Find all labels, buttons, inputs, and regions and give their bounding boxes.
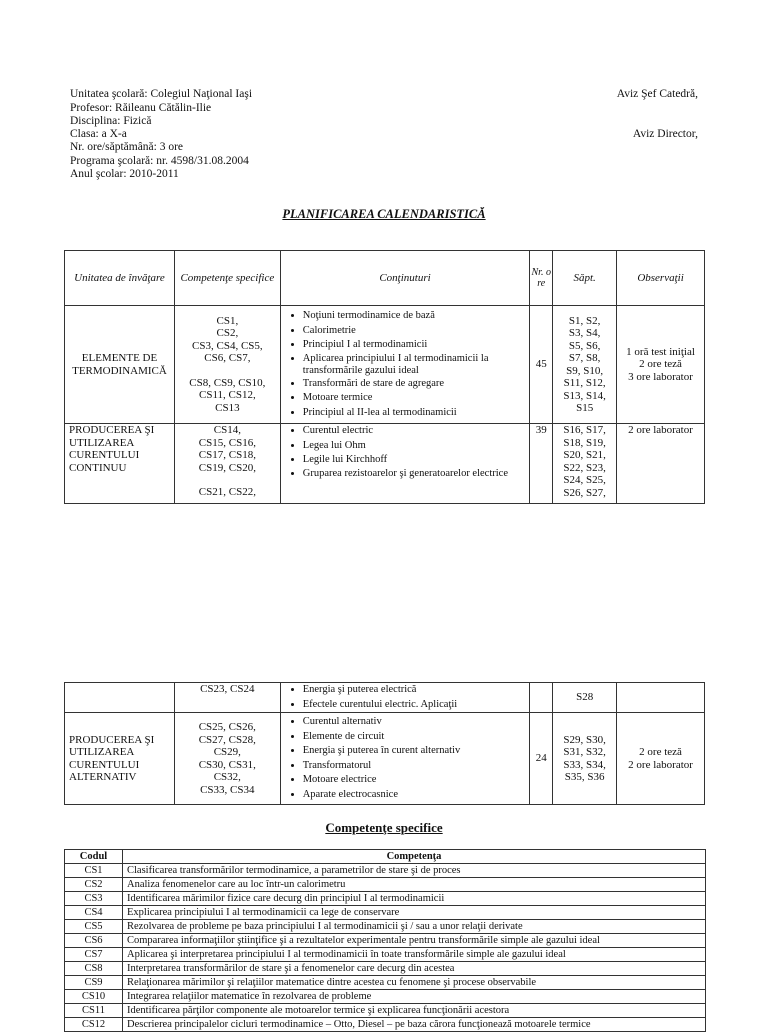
- list-item: • Gruparea rezistoarelor şi generatoarelor electrice: [303, 468, 529, 480]
- table-row: [65, 1018, 706, 1032]
- comp-line: CS33, CS34: [200, 783, 255, 796]
- competenta-code: CS6: [65, 934, 123, 948]
- list-item: • Legile lui Kirchhoff: [303, 453, 529, 468]
- competenta-code: CS1: [65, 864, 123, 878]
- competenta-code: CS11: [65, 1004, 123, 1018]
- page-title: PLANIFICAREA CALENDARISTICĂ: [282, 207, 486, 221]
- table-row: [65, 920, 706, 934]
- sapt-line: S33, S34,: [563, 758, 606, 771]
- sapt-line: S1, S2,: [568, 314, 601, 327]
- table-row: [65, 306, 705, 424]
- competenta-code: CS7: [65, 948, 123, 962]
- school-unit: Unitatea şcolară: Colegiul Naţional Iaşi: [70, 88, 253, 100]
- competente-table: [64, 849, 706, 1032]
- obs-line: 2 ore teză: [639, 746, 682, 758]
- competenta-code: CS3: [65, 892, 123, 906]
- list-item: • Motoare electrice: [303, 773, 530, 788]
- list-item: • Calorimetrie: [303, 324, 529, 339]
- sapt-line: S26, S27,: [563, 486, 606, 499]
- sapt-line: S20, S21,: [563, 449, 606, 461]
- plan-table-1: [64, 250, 705, 504]
- header-unitatea: Unitatea de învăţare: [65, 251, 175, 306]
- sapt-line: S7, S8,: [568, 352, 601, 364]
- competenta-desc: Descrierea principalelor cicluri termodinamice – Otto, Diesel – pe baza cărora funcţionează motoarele termice: [123, 1018, 706, 1032]
- comp-line: CS29,: [213, 746, 241, 758]
- curriculum: Programa şcolară: nr. 4598/31.08.2004: [70, 155, 249, 167]
- competenta-desc: Rezolvarea de probleme pe baza principiului I al termodinamicii şi / sau a unor relaţii derivate: [123, 920, 706, 934]
- list-item: • Legea lui Ohm: [303, 439, 529, 454]
- obs-line: 3 ore laborator: [628, 370, 693, 383]
- header-sapt: Săpt.: [553, 251, 617, 306]
- sapt-line: S13, S14,: [563, 389, 606, 402]
- comp-line: CS1,: [216, 314, 239, 327]
- table-row: [65, 1004, 706, 1018]
- observatii-cell: [617, 306, 705, 424]
- comp-line: CS13: [215, 401, 240, 414]
- competenta-desc: Relaţionarea mărimilor şi relaţiilor matematice dintre acestea cu fenomene şi procese observabile: [123, 976, 706, 990]
- obs-line: 2 ore teză: [639, 358, 682, 371]
- sapt-line: S29, S30,: [563, 733, 606, 746]
- hours-per-week: Nr. ore/săptămână: 3 ore: [70, 141, 184, 153]
- sapt-line: S18, S19,: [563, 436, 606, 449]
- comp-line: CS11, CS12,: [198, 389, 256, 402]
- competenta-code: CS10: [65, 990, 123, 1004]
- comp-line: CS2,: [216, 327, 239, 340]
- competenta-desc: Identificarea mărimilor fizice care decurg din principiul I al termodinamicii: [123, 892, 706, 906]
- continuturi-cell: [280, 306, 529, 424]
- header-competente: Competenţe specifice: [174, 251, 280, 306]
- table-row: [65, 713, 705, 805]
- competenta-desc: Analiza fenomenelor care au loc într-un calorimetru: [123, 878, 706, 892]
- table-row: [65, 878, 706, 892]
- comp-line: CS25, CS26,: [198, 721, 256, 733]
- list-item: • Curentul electric: [303, 424, 529, 439]
- observatii-cell: [617, 683, 705, 713]
- list-item: • Energia şi puterea în curent alternativ: [303, 744, 530, 759]
- competenta-desc: Identificarea părţilor componente ale motoarelor termice şi explicarea funcţionării acestora: [123, 1004, 706, 1018]
- comp-line: CS17, CS18,: [198, 449, 256, 461]
- list-item: • Elemente de circuit: [303, 730, 530, 745]
- table-row: [65, 864, 706, 878]
- competenta-desc: Compararea informaţiilor ştiinţifice şi a rezultatelor experimentale pentru transformările simple ale gazului ideal: [123, 934, 706, 948]
- competenta-desc: Clasificarea transformărilor termodinamice, a parametrilor de stare şi de proces: [123, 864, 706, 878]
- comp-line: CS21, CS22,: [198, 486, 256, 498]
- sapt-line: S3, S4,: [568, 327, 601, 339]
- table-row: [65, 906, 706, 920]
- sapt-cell: [553, 713, 617, 805]
- col-desc: Competenţa: [123, 850, 706, 864]
- sapt-line: S31, S32,: [563, 746, 606, 758]
- competenta-code: CS4: [65, 906, 123, 920]
- sapt-line: S24, S25,: [563, 474, 606, 486]
- school-year: Anul şcolar: 2010-2011: [70, 168, 179, 180]
- table-row: [65, 948, 706, 962]
- header-observatii: Observaţii: [617, 251, 705, 306]
- table-row: [65, 892, 706, 906]
- header-nr-ore: Nr. ore: [530, 251, 553, 306]
- competenta-desc: Interpretarea transformărilor de stare şi a fenomenelor care decurg din acestea: [123, 962, 706, 976]
- competenta-desc: Aplicarea şi interpretarea principiului I al termodinamicii în toate transformările simple ale gazului ideal: [123, 948, 706, 962]
- comp-line: CS19, CS20,: [198, 461, 256, 474]
- continuturi-cell: [280, 424, 529, 504]
- competenta-code: CS5: [65, 920, 123, 934]
- list-item: • Motoare termice: [303, 391, 529, 406]
- sapt-line: S22, S23,: [563, 461, 606, 474]
- competenta-code: CS9: [65, 976, 123, 990]
- unit-cell: PRODUCEREA ŞI UTILIZAREA CURENTULUI ALTERNATIV: [65, 713, 175, 805]
- list-item: • Curentul alternativ: [303, 715, 530, 730]
- approval-director: Aviz Director,: [632, 128, 698, 140]
- ore-cell: 24: [530, 713, 553, 805]
- table-row: [65, 934, 706, 948]
- sapt-line: S11, S12,: [563, 377, 606, 389]
- list-item: • Principiul al II-lea al termodinamicii: [303, 406, 529, 421]
- comp-line: CS15, CS16,: [198, 436, 256, 449]
- sapt-line: S9, S10,: [566, 364, 604, 377]
- list-item: • Aparate electrocasnice: [303, 788, 530, 803]
- table-row: [65, 976, 706, 990]
- comp-line: CS32,: [213, 771, 241, 783]
- competenta-desc: Integrarea relaţiilor matematice în rezolvarea de probleme: [123, 990, 706, 1004]
- list-item: • Transformatorul: [303, 759, 530, 774]
- competenta-code: CS12: [65, 1018, 123, 1032]
- competente-title: Competenţe specifice: [325, 820, 443, 835]
- sapt-cell: [553, 424, 617, 504]
- obs-line: 1 oră test iniţial: [626, 345, 695, 358]
- ore-cell: 39: [530, 424, 553, 504]
- sapt-line: S16, S17,: [563, 424, 606, 436]
- table-row: [65, 424, 705, 504]
- continuturi-cell: [280, 683, 530, 713]
- obs-line: 2 ore laborator: [628, 758, 693, 771]
- header-continuturi: Conţinuturi: [280, 251, 529, 306]
- observatii-cell: 2 ore laborator: [617, 424, 705, 504]
- comp-line: CS6, CS7,: [204, 352, 251, 365]
- unit-cell: ELEMENTE DE TERMODINAMICĂ: [65, 306, 175, 424]
- approval-head: Aviz Şef Catedră,: [616, 88, 698, 100]
- table-row: [65, 962, 706, 976]
- comp-line: CS3, CS4, CS5,: [192, 339, 263, 352]
- comp-line: CS27, CS28,: [198, 733, 256, 746]
- comp-line: CS30, CS31,: [198, 758, 256, 771]
- sapt-cell: S28: [553, 683, 617, 713]
- list-item: • Aplicarea principiului I al termodinamicii la transformările gazului ideal: [303, 353, 529, 377]
- competente-cell: CS23, CS24: [174, 683, 280, 713]
- list-item: • Energia şi puterea electrică: [303, 683, 530, 698]
- comp-line: CS14,: [213, 424, 241, 436]
- competenta-desc: Explicarea principiului I al termodinamicii ca lege de conservare: [123, 906, 706, 920]
- continuturi-cell: [280, 713, 530, 805]
- sapt-cell: [553, 306, 617, 424]
- list-item: • Principiul I al termodinamicii: [303, 338, 529, 353]
- col-code: Codul: [65, 850, 123, 864]
- list-item: • Transformări de stare de agregare: [303, 377, 529, 392]
- discipline: Disciplina: Fizică: [70, 115, 152, 127]
- competenta-code: CS2: [65, 878, 123, 892]
- table-row: [65, 990, 706, 1004]
- unit-cell: PRODUCEREA ŞI UTILIZAREA CURENTULUI CONTINUU: [65, 424, 175, 504]
- sapt-line: S5, S6,: [568, 339, 601, 352]
- observatii-cell: [617, 713, 705, 805]
- ore-cell: [530, 683, 553, 713]
- comp-line: CS8, CS9, CS10,: [189, 376, 266, 389]
- list-item: • Noţiuni termodinamice de bază: [303, 309, 529, 324]
- list-item: • Efectele curentului electric. Aplicaţii: [303, 698, 530, 713]
- competente-cell: [174, 424, 280, 504]
- competente-cell: [174, 306, 280, 424]
- competente-cell: [174, 713, 280, 805]
- class: Clasa: a X-a: [70, 128, 127, 140]
- ore-cell: 45: [530, 306, 553, 424]
- competenta-code: CS8: [65, 962, 123, 976]
- table-row: [65, 683, 705, 713]
- sapt-line: S35, S36: [564, 771, 605, 783]
- unit-cell: [65, 683, 175, 713]
- sapt-line: S15: [576, 402, 594, 414]
- teacher: Profesor: Răileanu Cătălin-Ilie: [70, 102, 212, 114]
- plan-table-2: [64, 682, 705, 805]
